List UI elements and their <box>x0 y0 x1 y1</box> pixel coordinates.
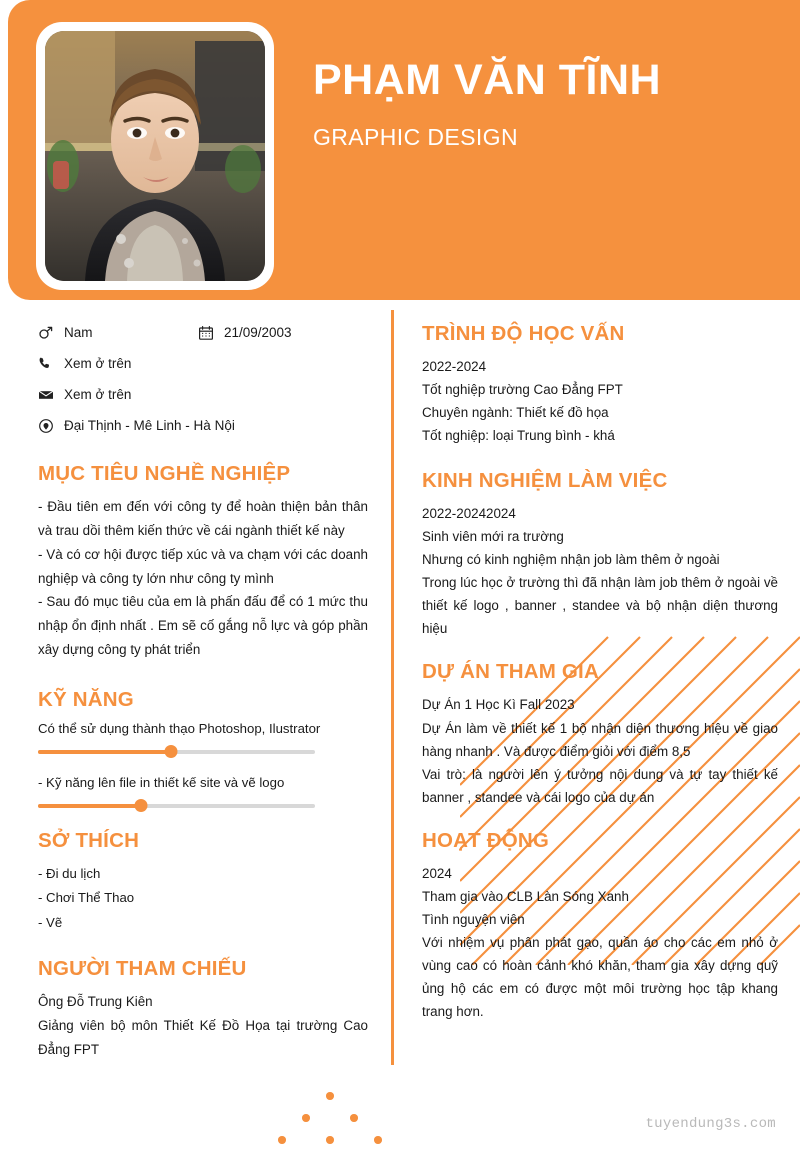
experience-content <box>422 502 778 640</box>
decorative-dot <box>326 1092 334 1100</box>
activities-content <box>422 862 778 1023</box>
section-heading-hobbies: SỞ THÍCH <box>38 829 140 853</box>
reference-name: Ông Đỗ Trung Kiên <box>38 993 153 1009</box>
contact-row-gender-birthdate <box>38 320 368 347</box>
experience-paragraph: Trong lúc học ở trường thì đã nhận làm job thêm ở ngoài về thiết kế logo , banner , standee và bộ nhận diện thương hiệu <box>422 575 778 637</box>
skills-group <box>38 721 368 813</box>
activities-period: 2024 <box>422 865 452 881</box>
section-heading-skills: KỸ NĂNG <box>38 688 134 712</box>
watermark-text: tuyendung3s.com <box>645 1116 776 1132</box>
objective-content <box>38 495 368 662</box>
decorative-dot <box>374 1136 382 1144</box>
section-heading-experience: KINH NGHIỆM LÀM VIỆC <box>422 469 668 493</box>
header-banner <box>8 0 800 300</box>
skill-bar-fill <box>38 804 141 808</box>
section-heading-objective: MỤC TIÊU NGHỀ NGHIỆP <box>38 462 291 485</box>
photo-frame <box>36 22 274 290</box>
contact-item-email <box>38 386 131 405</box>
dot-triangle-decoration <box>278 1092 388 1144</box>
objective-line: - Sau đó mục tiêu của em là phấn đấu để có 1 mức thu nhập ổn định nhất . Em sẽ cố gắng nỗ lực và góp phần xây dựng công ty phát triển <box>38 594 368 658</box>
gender-icon <box>38 325 54 341</box>
contact-email-value: Xem ở trên <box>64 387 132 403</box>
education-line: Chuyên ngành: Thiết kế đồ họa <box>422 405 609 421</box>
skill-bar-knob[interactable] <box>135 799 148 812</box>
contact-row-phone <box>38 351 368 378</box>
skill-label: Có thể sử dụng thành thạo Photoshop, Ilustrator <box>38 721 321 737</box>
column-divider <box>391 310 394 1065</box>
left-column <box>38 320 368 1061</box>
hobbies-list <box>38 862 368 935</box>
skill-progress-bar[interactable] <box>38 799 368 813</box>
activities-paragraph: Với nhiệm vụ phân phát gạo, quần áo cho các em nhỏ ở vùng cao có hoàn cảnh khó khăn, tham gia xây dựng quỹ ủng hộ các em có được một môi trường học tập khang trang hơn. <box>422 934 778 1019</box>
profile-photo <box>45 31 265 281</box>
envelope-icon <box>38 387 54 403</box>
project-paragraph: Vai trò: là người lên ý tưởng nội dung và tự tay thiết kế banner , standee và cái logo của dự án <box>422 766 778 805</box>
education-content <box>422 355 778 447</box>
section-heading-projects: DỰ ÁN THAM GIA <box>422 660 599 684</box>
location-pin-icon <box>38 418 54 434</box>
contact-row-email <box>38 382 368 409</box>
experience-line: Nhưng có kinh nghiệm nhận job làm thêm ở ngoài <box>422 552 720 568</box>
decorative-dot <box>302 1114 310 1122</box>
education-line: Tốt nghiệp trường Cao Đẳng FPT <box>422 382 623 398</box>
experience-line: Sinh viên mới ra trường <box>422 529 564 545</box>
phone-icon <box>38 356 54 372</box>
reference-content <box>38 990 368 1062</box>
education-period: 2022-2024 <box>422 359 487 374</box>
contact-phone-value: Xem ở trên <box>64 356 132 372</box>
project-title: Dự Án 1 Học Kì Fall 2023 <box>422 697 575 713</box>
decorative-dot <box>278 1136 286 1144</box>
contact-item-birthdate <box>198 324 292 343</box>
projects-content <box>422 693 778 808</box>
activities-line: Tham gia vào CLB Làn Sóng Xanh <box>422 888 629 904</box>
section-heading-activities: HOẠT ĐỘNG <box>422 828 550 852</box>
skill-item <box>38 775 368 813</box>
reference-detail: Giảng viên bộ môn Thiết Kế Đồ Họa tại trường Cao Đẳng FPT <box>38 1017 368 1057</box>
right-column <box>422 322 778 1023</box>
experience-period: 2022-20242024 <box>422 506 516 522</box>
skill-bar-knob[interactable] <box>165 745 178 758</box>
list-item: - Vẽ <box>38 914 63 930</box>
skill-label: - Kỹ năng lên file in thiết kế site và vẽ logo <box>38 775 285 791</box>
contact-address-value: Đại Thịnh - Mê Linh - Hà Nội <box>64 418 235 434</box>
decorative-dot <box>326 1136 334 1144</box>
objective-line: - Đầu tiên em đến với công ty để hoàn thiện bản thân và trau dồi thêm kiến thức về cái ngành thiết kế này <box>38 499 368 538</box>
decorative-dot <box>350 1114 358 1122</box>
contact-row-address <box>38 413 368 440</box>
contact-info-group <box>38 320 368 440</box>
section-heading-education: TRÌNH ĐỘ HỌC VẤN <box>422 322 625 345</box>
skill-progress-bar[interactable] <box>38 745 368 759</box>
contact-item-address <box>38 417 235 436</box>
contact-item-phone <box>38 355 131 374</box>
objective-line: - Và có cơ hội được tiếp xúc và va chạm với các doanh nghiệp và công ty lớn như công ty mình <box>38 546 368 586</box>
education-line: Tốt nghiệp: loại Trung bình - khá <box>422 428 615 444</box>
list-item: - Chơi Thể Thao <box>38 890 135 906</box>
calendar-icon <box>198 325 214 341</box>
activities-line: Tình nguyện viên <box>422 911 525 927</box>
job-title: GRAPHIC DESIGN <box>313 124 518 151</box>
project-paragraph: Dự Án làm về thiết kế 1 bộ nhận diện thương hiệu về giao hàng nhanh . Và được điểm giỏi với điểm 8,5 <box>422 720 778 759</box>
page-title: PHẠM VĂN TĨNH <box>313 56 662 104</box>
list-item: - Đi du lịch <box>38 866 101 882</box>
skill-bar-fill <box>38 750 171 754</box>
header-text-block <box>313 58 783 151</box>
contact-birthdate-value: 21/09/2003 <box>224 325 292 341</box>
skill-item <box>38 721 368 759</box>
section-heading-reference: NGƯỜI THAM CHIẾU <box>38 956 247 980</box>
contact-gender-value: Nam <box>64 325 93 341</box>
contact-item-gender <box>38 324 198 343</box>
